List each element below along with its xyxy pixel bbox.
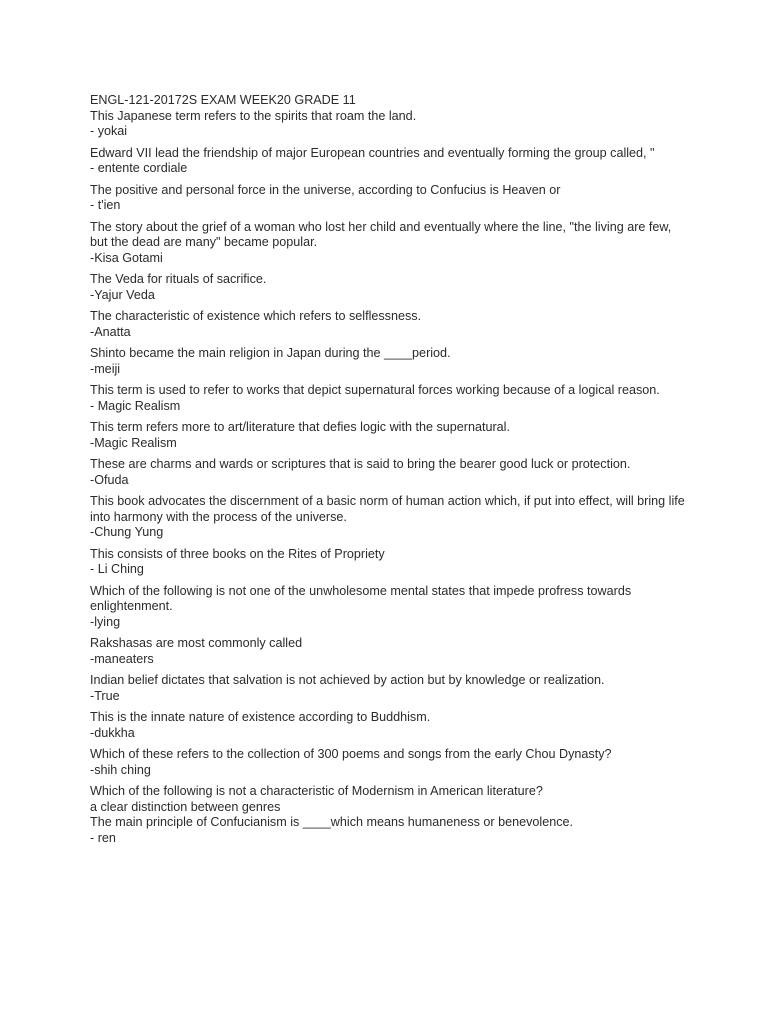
answer-text: -shih ching [90, 762, 151, 777]
answer-text: - Li Ching [90, 562, 144, 576]
answer-text: -Magic Realism [90, 435, 177, 450]
answer-text: -meiji [90, 361, 121, 376]
qa-item-12 [90, 547, 690, 578]
answer-text: - entente cordiale [90, 161, 188, 175]
question-text: Which of these refers to the collection of 300 poems and songs from the early Chou Dynasty? [90, 747, 612, 761]
qa-item-6 [90, 309, 690, 340]
question-text: The story about the grief of a woman who lost her child and eventually where the line, "the living are few, but the dead are many" became popular. [90, 219, 675, 249]
answer-text: -Yajur Veda [90, 287, 155, 302]
qa-item-17 [90, 747, 690, 778]
qa-item-18 [90, 784, 690, 815]
answer-text: -True [90, 688, 120, 703]
qa-item-5 [90, 272, 690, 303]
qa-item-16 [90, 710, 690, 741]
answer-text: -maneaters [90, 651, 154, 666]
qa-item-7 [90, 346, 690, 377]
question-text: This is the innate nature of existence according to Buddhism. [90, 710, 431, 724]
question-text: Which of the following is not a characteristic of Modernism in American literature? [90, 784, 543, 798]
question-text: This term refers more to art/literature that defies logic with the supernatural. [90, 420, 510, 434]
question-text: Shinto became the main religion in Japan during the ____period. [90, 346, 451, 360]
qa-item-19 [90, 815, 690, 846]
question-text: This term is used to refer to works that depict supernatural forces working because of a logical reason. [90, 383, 660, 397]
answer-text: - t'ien [90, 198, 121, 212]
answer-text: -Anatta [90, 324, 131, 339]
qa-item-3 [90, 183, 690, 214]
document-body [90, 93, 690, 846]
document-title: ENGL-121-20172S EXAM WEEK20 GRADE 11 [90, 93, 356, 107]
answer-text: -Ofuda [90, 472, 129, 487]
question-text: The main principle of Confucianism is ____which means humaneness or benevolence. [90, 815, 574, 829]
question-text: Indian belief dictates that salvation is not achieved by action but by knowledge or realization. [90, 673, 605, 687]
answer-text: - Magic Realism [90, 398, 181, 413]
qa-item-4 [90, 220, 690, 267]
question-text: The positive and personal force in the universe, according to Confucius is Heaven or [90, 182, 561, 197]
question-text: This consists of three books on the Rites of Propriety [90, 546, 385, 561]
question-text: Which of the following is not one of the unwholesome mental states that impede profress towards enlightenment. [90, 583, 635, 613]
qa-item-2 [90, 146, 690, 177]
question-text: This book advocates the discernment of a basic norm of human action which, if put into effect, will bring life into harmony with the process of the universe. [90, 494, 689, 524]
question-text: Edward VII lead the friendship of major European countries and eventually forming the group called, " [90, 145, 655, 160]
answer-text: - ren [90, 830, 116, 845]
qa-item-11 [90, 494, 690, 541]
qa-item-15 [90, 673, 690, 704]
answer-text: a clear distinction between genres [90, 799, 281, 814]
question-text: The Veda for rituals of sacrifice. [90, 272, 267, 286]
qa-item-1 [90, 109, 690, 140]
question-text: Rakshasas are most commonly called [90, 636, 303, 650]
answer-text: -dukkha [90, 725, 135, 740]
qa-item-9 [90, 420, 690, 451]
question-text: This Japanese term refers to the spirits that roam the land. [90, 108, 417, 123]
answer-text: -Chung Yung [90, 525, 164, 539]
qa-item-13 [90, 584, 690, 631]
question-text: The characteristic of existence which refers to selflessness. [90, 309, 422, 323]
qa-item-14 [90, 636, 690, 667]
answer-text: -lying [90, 614, 121, 629]
qa-item-10 [90, 457, 690, 488]
answer-text: -Kisa Gotami [90, 250, 163, 265]
qa-item-8 [90, 383, 690, 414]
question-text: These are charms and wards or scriptures that is said to bring the bearer good luck or protection. [90, 457, 631, 471]
answer-text: - yokai [90, 124, 128, 138]
